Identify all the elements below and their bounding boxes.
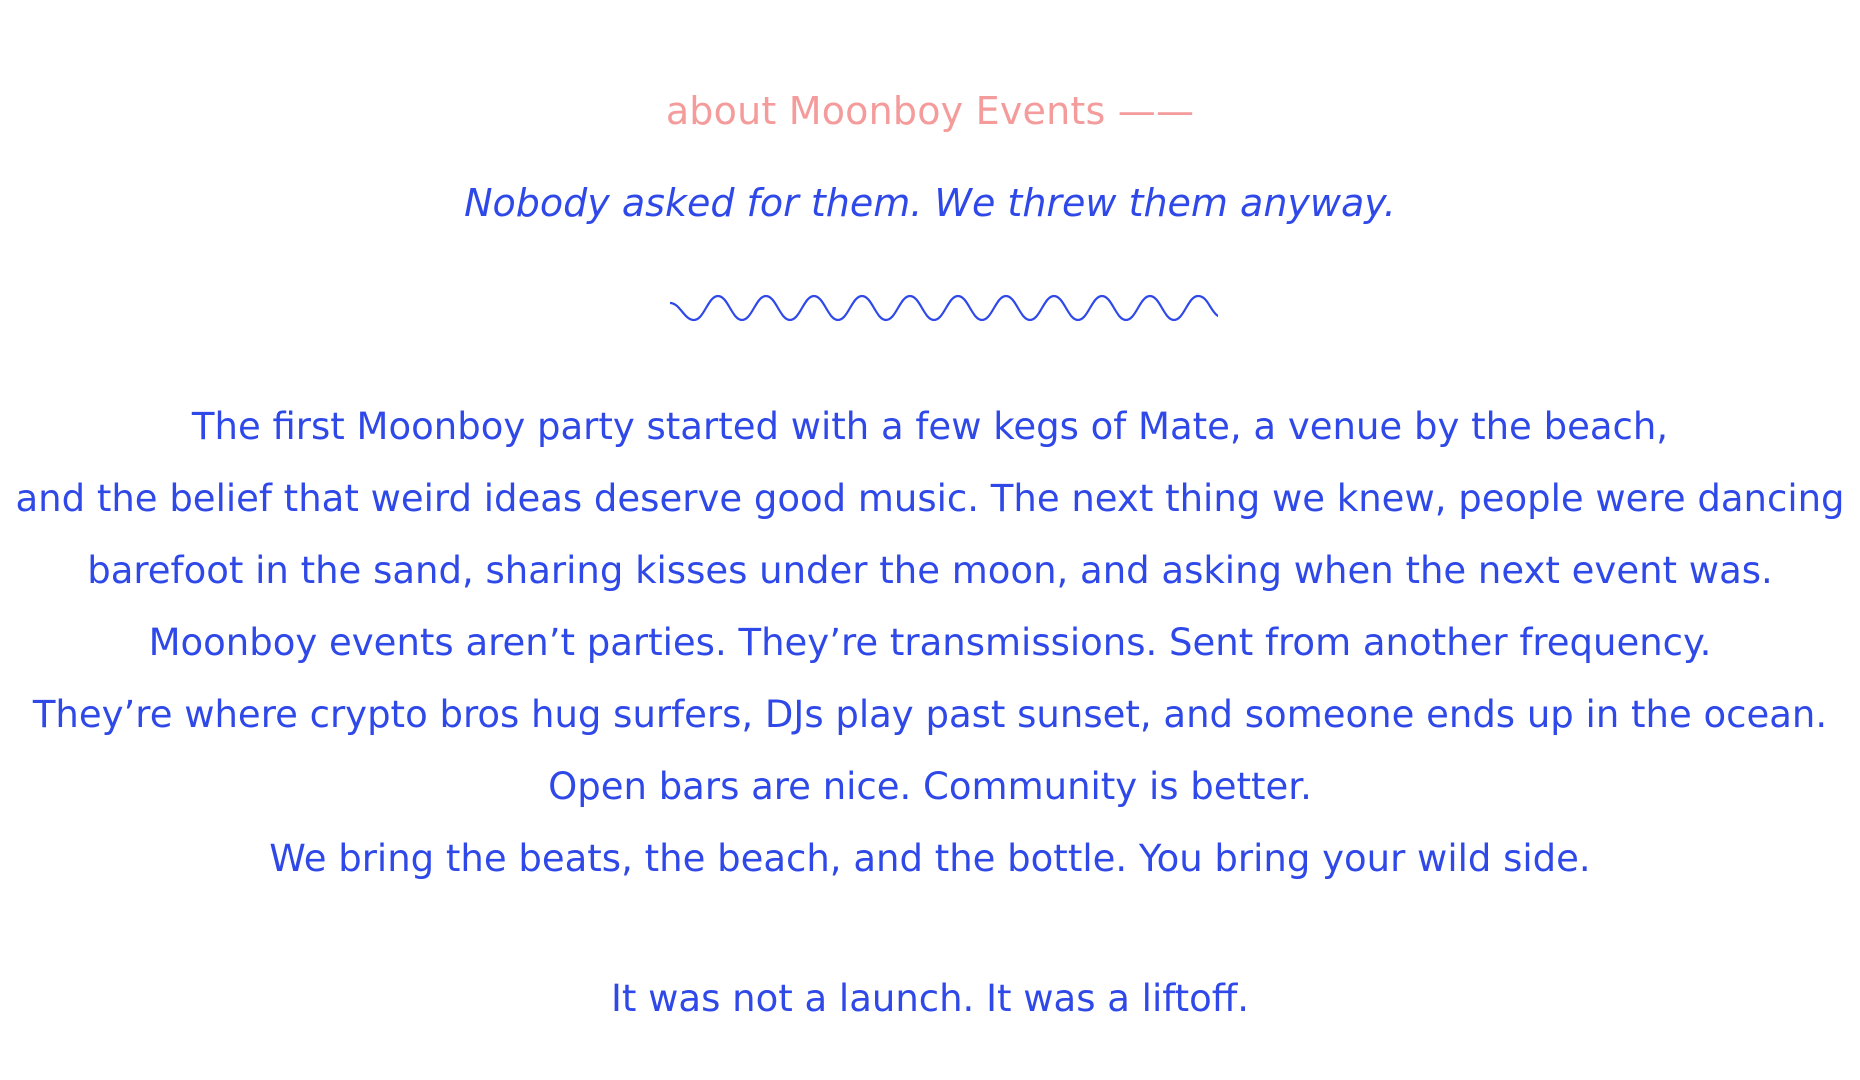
paragraph-line: Open bars are nice. Community is better. bbox=[548, 765, 1312, 808]
section-heading: about Moonboy Events —— bbox=[665, 89, 1195, 133]
paragraph-line: The first Moonboy party started with a few kegs of Mate, a venue by the beach, bbox=[191, 405, 1669, 448]
wave-divider-icon bbox=[670, 291, 1218, 325]
paragraph-line: barefoot in the sand, sharing kisses under the moon, and asking when the next event was. bbox=[87, 549, 1773, 592]
paragraph-line: Moonboy events aren’t parties. They’re transmissions. Sent from another frequency. bbox=[148, 621, 1712, 664]
paragraph-line: They’re where crypto bros hug surfers, DJs play past sunset, and someone ends up in the ocean. bbox=[32, 693, 1828, 736]
paragraph-line: and the belief that weird ideas deserve good music. The next thing we knew, people were dancing bbox=[15, 477, 1845, 520]
paragraph-line: We bring the beats, the beach, and the bottle. You bring your wild side. bbox=[269, 837, 1591, 880]
closing-line: It was not a launch. It was a liftoff. bbox=[610, 977, 1250, 1020]
about-paragraph bbox=[0, 391, 1860, 895]
tagline: Nobody asked for them. We threw them anyway. bbox=[464, 181, 1396, 225]
